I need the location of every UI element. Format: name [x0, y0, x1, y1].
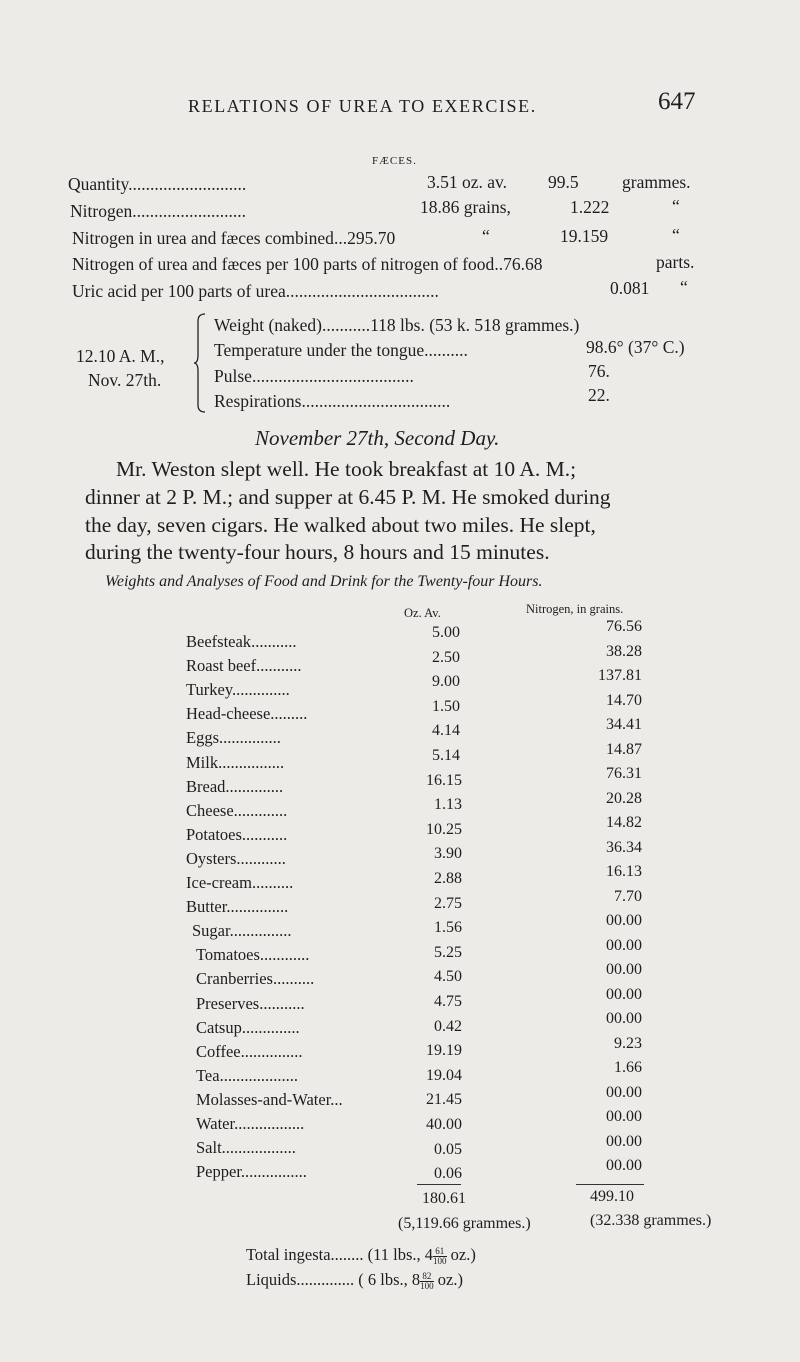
food-row: [186, 897, 288, 917]
faeces-nitrogen-unit: “: [672, 196, 680, 216]
faeces-row-per-100-food: Nitrogen of urea and fæces per 100 parts of nitrogen of food..76.68: [72, 254, 543, 274]
food-name: Milk: [186, 752, 219, 772]
obs-pulse-value: 76.: [588, 361, 610, 381]
col-header-nitrogen: Nitrogen, in grains.: [526, 602, 624, 616]
leader-dots: ..........: [251, 873, 294, 892]
leader-dots: ..........: [272, 969, 315, 989]
leader-dots: ...................: [219, 1065, 298, 1085]
food-row: [196, 1090, 343, 1110]
uric-acid-unit: “: [680, 277, 688, 297]
food-oz-value: 4.75: [434, 993, 462, 1010]
faeces-row-nitrogen: Nitrogen..........................: [70, 201, 246, 221]
total-rule-oz: [417, 1184, 461, 1185]
food-nitrogen-value: 76.31: [606, 765, 642, 782]
food-row: [192, 921, 291, 941]
paragraph-line-2: dinner at 2 P. M.; and supper at 6.45 P. M. He smoked during: [85, 485, 611, 509]
paragraph-line-3: the day, seven cigars. He walked about two miles. He slept,: [85, 513, 596, 537]
leader-dots: ..............: [241, 1017, 300, 1037]
faeces-nitrogen-grammes: 1.222: [570, 197, 610, 217]
food-name: Bread: [186, 776, 226, 796]
food-name: Water: [196, 1114, 235, 1133]
leader-dots: ...............: [226, 897, 289, 917]
food-name: Ice-cream: [186, 873, 252, 892]
leader-dots: ...........: [241, 824, 288, 844]
leader-dots: ............: [236, 848, 286, 868]
food-nitrogen-value: 00.00: [606, 985, 642, 1003]
food-row: [196, 1162, 307, 1182]
food-oz-value: 5.14: [432, 747, 460, 764]
leader-dots: ...: [330, 1089, 343, 1109]
food-name: Butter: [186, 897, 227, 917]
food-name: Cheese: [186, 800, 234, 820]
paragraph-line-4: during the twenty-four hours, 8 hours and 15 minutes.: [85, 540, 550, 564]
food-nitrogen-value: 00.00: [606, 936, 642, 954]
food-row: [186, 704, 307, 724]
food-name: Catsup: [196, 1017, 242, 1037]
food-nitrogen-value: 76.56: [606, 618, 642, 635]
page-number: 647: [658, 88, 696, 115]
food-oz-value: 19.04: [426, 1066, 462, 1084]
obs-respirations: Respirations..................................: [214, 391, 451, 411]
leader-dots: ................: [240, 1162, 307, 1182]
food-name: Sugar: [192, 921, 230, 941]
food-row: [196, 1066, 298, 1086]
leader-dots: ..............: [225, 776, 284, 796]
food-row: [196, 945, 309, 965]
food-name: Tomatoes: [196, 945, 260, 965]
food-oz-value: 16.15: [426, 771, 462, 789]
food-nitrogen-value: 00.00: [606, 1083, 642, 1101]
obs-temperature: Temperature under the tongue..........: [214, 340, 468, 360]
faeces-quantity-grammes: 99.5: [548, 172, 579, 192]
faeces-combined-ditto: “: [482, 226, 490, 246]
faeces-row-quantity: Quantity...........................: [68, 174, 247, 194]
faeces-quantity-oz: 3.51 oz. av.: [427, 172, 508, 192]
obs-weight: Weight (naked)...........118 lbs. (53 k. 518 grammes.): [214, 315, 580, 335]
food-name: Potatoes: [186, 824, 242, 844]
food-oz-value: 19.19: [426, 1042, 462, 1060]
leader-dots: .............: [233, 800, 288, 820]
obs-respirations-value: 22.: [588, 385, 610, 405]
food-oz-value: 1.56: [434, 919, 462, 937]
faeces-per-100-food-unit: parts.: [656, 252, 695, 272]
food-oz-value: 10.25: [426, 820, 462, 838]
food-nitrogen-value: 00.00: [606, 912, 642, 929]
food-nitrogen-value: 00.00: [606, 1010, 642, 1027]
leader-dots: ...........: [256, 656, 302, 676]
food-oz-value: 4.50: [434, 968, 462, 986]
food-oz-value: 5.25: [434, 943, 462, 961]
food-oz-value: 1.13: [434, 796, 462, 814]
total-oz: 180.61: [422, 1190, 466, 1207]
summary-total-ingesta: Total ingesta........ (11 lbs., 4 $\frac{61}{100}$ oz.): [246, 1245, 476, 1266]
faeces-combined-grammes: 19.159: [560, 226, 609, 246]
food-nitrogen-value: 7.70: [614, 887, 642, 905]
faeces-combined-unit: “: [672, 225, 680, 245]
food-oz-value: 2.50: [432, 648, 460, 666]
total-oz-grammes: (5,119.66 grammes.): [398, 1215, 531, 1232]
food-name: Roast beef: [186, 656, 257, 676]
food-nitrogen-value: 36.34: [606, 838, 642, 856]
food-row: [186, 656, 301, 676]
leader-dots: ...............: [229, 921, 292, 941]
food-row: [186, 728, 281, 748]
food-oz-value: 21.45: [426, 1091, 462, 1109]
food-name: Eggs: [186, 728, 219, 748]
food-nitrogen-value: 34.41: [606, 716, 642, 733]
food-name: Salt: [196, 1138, 222, 1158]
paragraph-line-1: Mr. Weston slept well. He took breakfast at 10 A. M.;: [116, 457, 577, 481]
obs-temperature-value: 98.6° (37° C.): [586, 337, 685, 357]
food-row: [196, 1138, 296, 1158]
food-nitrogen-value: 14.82: [606, 814, 642, 831]
food-row: [196, 994, 305, 1014]
leader-dots: ...........: [251, 632, 297, 651]
food-row: [186, 849, 286, 869]
food-oz-value: 1.50: [432, 697, 460, 715]
food-row: [186, 753, 284, 773]
food-oz-value: 0.05: [434, 1140, 462, 1158]
food-oz-value: 5.00: [432, 624, 460, 641]
food-nitrogen-value: 1.66: [614, 1059, 642, 1076]
food-name: Oysters: [186, 848, 237, 868]
food-name: Preserves: [196, 993, 260, 1013]
food-nitrogen-value: 00.00: [606, 1108, 642, 1125]
food-row: [186, 801, 287, 821]
leader-dots: ...............: [219, 728, 281, 748]
food-oz-value: 9.00: [432, 673, 460, 691]
food-row: [186, 680, 290, 700]
food-nitrogen-value: 9.23: [614, 1034, 642, 1052]
food-row: [186, 777, 283, 797]
food-nitrogen-value: 14.87: [606, 740, 642, 758]
leader-dots: ..................: [221, 1138, 296, 1158]
food-nitrogen-value: 20.28: [606, 789, 642, 807]
day-heading: November 27th, Second Day.: [255, 426, 500, 450]
food-row: [196, 969, 314, 989]
observation-time: 12.10 A. M.,: [76, 346, 165, 366]
food-name: Turkey: [186, 680, 232, 700]
faeces-heading: FÆCES.: [372, 155, 417, 167]
food-name: Head-cheese: [186, 704, 271, 724]
food-nitrogen-value: 00.00: [606, 1132, 642, 1150]
leader-dots: ................: [218, 752, 285, 772]
food-name: Cranberries: [196, 969, 273, 989]
food-table-title: Weights and Analyses of Food and Drink for the Twenty-four Hours.: [105, 573, 543, 590]
food-oz-value: 0.42: [434, 1017, 462, 1035]
col-header-oz: Oz. Av.: [404, 606, 441, 620]
food-row: [186, 825, 287, 845]
food-nitrogen-value: 14.70: [606, 691, 642, 709]
food-nitrogen-value: 00.00: [606, 1157, 642, 1174]
leader-dots: .........: [270, 704, 308, 724]
food-nitrogen-value: 00.00: [606, 961, 642, 978]
brace-icon: [194, 313, 206, 413]
faeces-row-uric-acid: Uric acid per 100 parts of urea...................................: [72, 281, 439, 301]
food-name: Coffee: [196, 1041, 241, 1061]
uric-acid-value: 0.081: [610, 278, 650, 298]
food-nitrogen-value: 137.81: [598, 667, 642, 684]
summary-liquids: Liquids.............. ( 6 lbs., 8 $\frac{82}{100}$ oz.): [246, 1270, 463, 1291]
food-row: [196, 1114, 304, 1134]
food-name: Pepper: [196, 1162, 241, 1182]
total-rule-nitrogen: [576, 1184, 644, 1185]
obs-pulse: Pulse.....................................: [214, 366, 414, 386]
total-nitrogen-grammes: (32.338 grammes.): [590, 1212, 712, 1229]
leader-dots: .................: [234, 1114, 305, 1133]
food-row: [196, 1042, 302, 1062]
food-nitrogen-value: 38.28: [606, 642, 642, 660]
leader-dots: ..............: [232, 680, 290, 700]
food-oz-value: 4.14: [432, 722, 460, 740]
food-oz-value: 2.75: [434, 894, 462, 912]
food-name: Molasses-and-Water: [196, 1089, 331, 1109]
food-oz-value: 40.00: [426, 1116, 462, 1133]
leader-dots: ...............: [240, 1041, 303, 1061]
food-oz-value: 2.88: [434, 870, 462, 887]
food-row: [196, 1018, 300, 1038]
leader-dots: ...........: [259, 993, 305, 1013]
food-name: Beefsteak: [186, 632, 252, 651]
food-oz-value: 3.90: [434, 845, 462, 863]
running-header: RELATIONS OF UREA TO EXERCISE.: [188, 96, 537, 116]
food-nitrogen-value: 16.13: [606, 863, 642, 880]
food-oz-value: 0.06: [434, 1165, 462, 1183]
food-name: Tea: [196, 1065, 220, 1085]
faeces-nitrogen-grains: 18.86 grains,: [420, 197, 511, 217]
total-nitrogen: 499.10: [590, 1188, 634, 1205]
observation-date: Nov. 27th.: [88, 370, 162, 390]
faeces-row-combined: Nitrogen in urea and fæces combined...295.70: [72, 228, 396, 248]
food-row: [186, 632, 296, 652]
leader-dots: ............: [259, 945, 310, 965]
faeces-quantity-unit: grammes.: [622, 172, 691, 192]
food-row: [186, 873, 293, 893]
